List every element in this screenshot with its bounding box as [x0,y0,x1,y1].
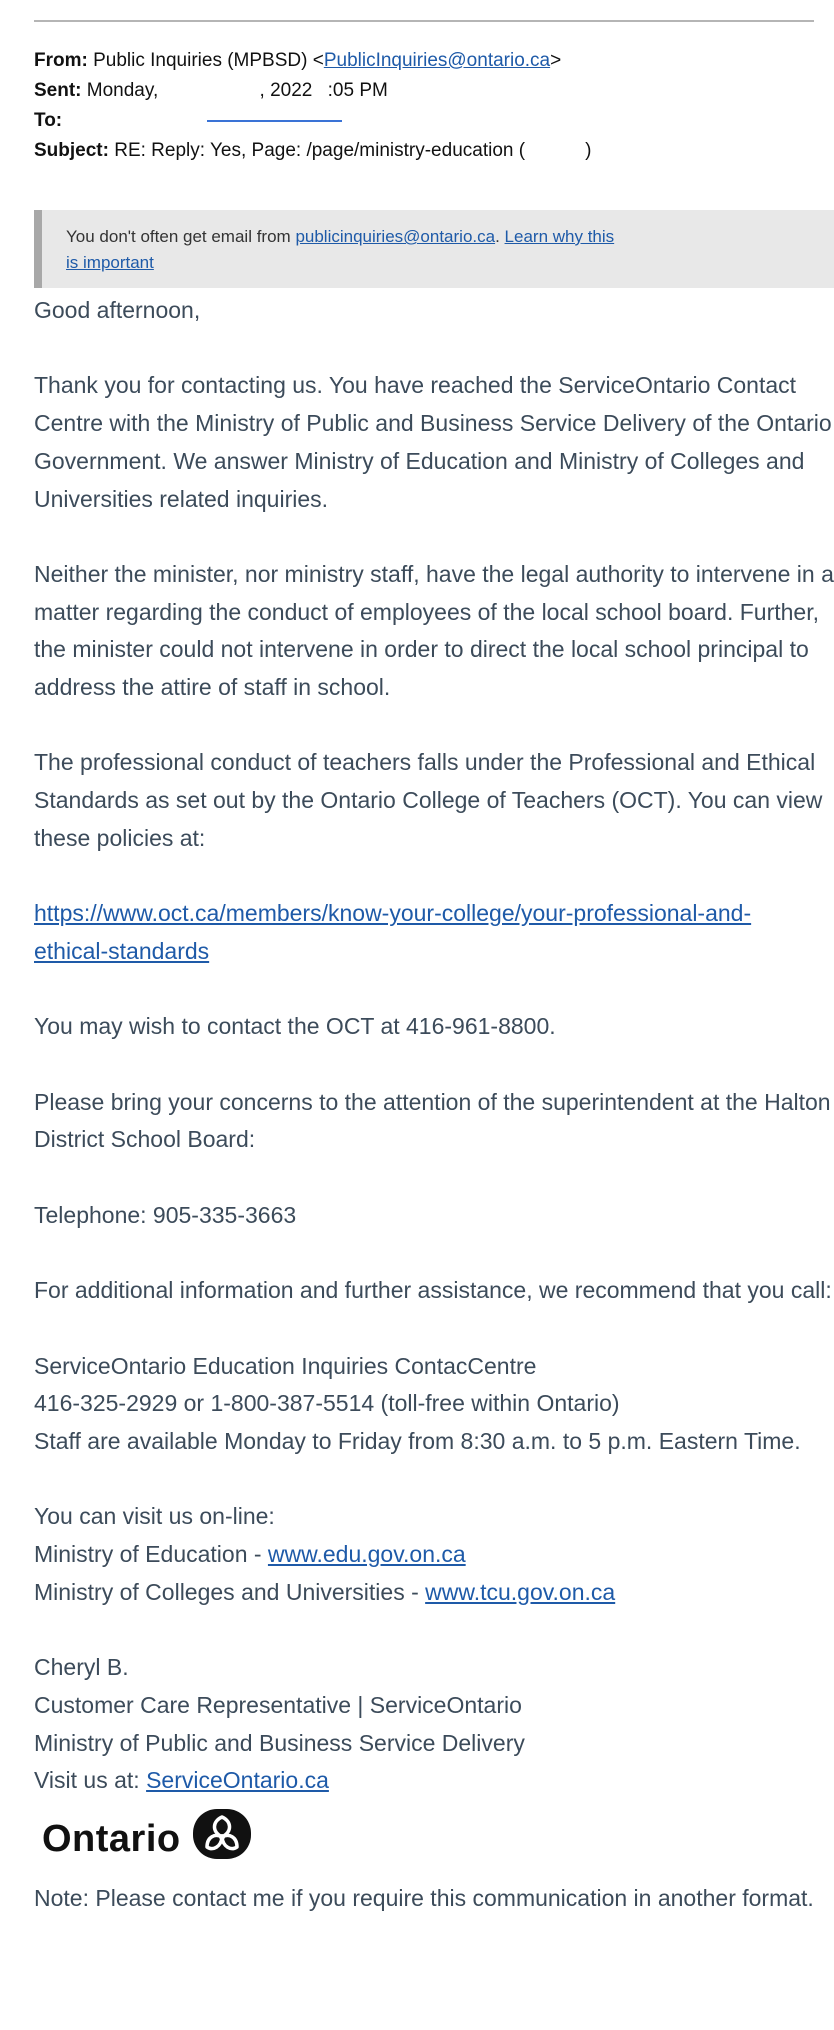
redacted-link [207,120,342,122]
warning-text: You don't often get email from [66,227,296,246]
paragraph-oct: The professional conduct of teachers falls under the Professional and Ethical Standards as set out by the Ontario College of Teachers (OCT). You can view these policies at: [34,749,823,851]
learn-why-link[interactable]: Learn why this [504,227,615,246]
redaction [525,141,585,161]
paragraph-assistance: For additional information and further assistance, we recommend that you call: [34,1277,832,1304]
signature-name: Cheryl B. [34,1654,129,1681]
signature-ministry: Ministry of Public and Business Service Delivery [34,1729,525,1756]
edu-link[interactable]: www.edu.gov.on.ca [267,1541,466,1568]
learn-why-link-cont[interactable]: is important [66,253,154,272]
ontario-logo [42,1800,834,1880]
paragraph-oct-phone: You may wish to contact the OCT at 416-961-8800. [34,1013,556,1040]
subject-row [34,136,824,166]
warning-email-link[interactable]: publicinquiries@ontario.ca [295,227,496,246]
from-name: Public Inquiries (MPBSD) < [93,50,324,71]
contact-centre-name: ServiceOntario Education Inquiries ContacCentre [34,1352,537,1379]
sent-value-b: , 2022 [259,80,318,101]
external-sender-warning [34,210,834,288]
edu-line [34,1536,834,1574]
email-header [34,46,824,166]
tcu-link[interactable]: www.tcu.gov.on.ca [425,1578,616,1605]
email-body [34,292,834,1918]
paragraph-intro: Thank you for contacting us. You have reached the ServiceOntario Contact Centre with the Ministry of Public and Business Service Delivery of the Ontario Government. We answer Ministry of Education and Ministry of Colleges and Universities related inquiries. [34,372,832,512]
sent-row [34,76,824,106]
paragraph-authority: Neither the minister, nor ministry staff, have the legal authority to intervene in a matter regarding the conduct of employees of the local school board. Further, the minister could not intervene in order to direct the local school principal to address the attire of staff in school. [34,560,834,700]
contact-centre-hours: Staff are available Monday to Friday from 8:30 a.m. to 5 p.m. Eastern Time. [34,1427,801,1454]
oct-standards-link-block [34,895,834,970]
telephone-line: Telephone: 905-335-3663 [34,1201,297,1228]
from-row [34,46,824,76]
greeting: Good afternoon, [34,297,201,323]
subject-value: RE: Reply: Yes, Page: /page/ministry-education ( [114,140,526,161]
oct-standards-link[interactable]: https://www.oct.ca/members/know-your-college/your-professional-and- [34,900,752,927]
subject-label: Subject: [34,140,109,161]
sent-label: Sent: [34,80,82,101]
tcu-line [34,1574,834,1612]
visit-line [34,1762,834,1800]
redaction [164,81,260,101]
paragraph-superintendent: Please bring your concerns to the attention of the superintendent at the Halton District School Board: [34,1088,831,1153]
subject-close: ) [585,140,592,161]
redaction [318,81,328,101]
format-note: Note: Please contact me if you require this communication in another format. [34,1884,814,1911]
sent-value-a: Monday, [86,80,164,101]
visit-label: Visit us at: [34,1767,147,1794]
contact-centre-phones: 416-325-2929 or 1-800-387-5514 (toll-free within Ontario) [34,1390,620,1417]
header-divider [34,20,814,22]
serviceontario-link[interactable]: ServiceOntario.ca [146,1767,329,1794]
oct-standards-link-cont[interactable]: ethical-standards [34,937,210,964]
from-label: From: [34,50,88,71]
sent-value-c: :05 PM [327,80,388,101]
ontario-trillium-icon [191,1807,253,1873]
to-row [34,106,824,136]
edu-label: Ministry of Education - [34,1541,268,1568]
ontario-logo-text: Ontario [42,1818,181,1861]
online-intro: You can visit us on-line: [34,1503,275,1530]
warning-text-after: . [495,227,505,246]
signature-title: Customer Care Representative | ServiceOntario [34,1691,522,1718]
from-close: > [550,50,562,71]
tcu-label: Ministry of Colleges and Universities - [34,1578,426,1605]
to-label: To: [34,110,63,131]
from-email-link[interactable]: PublicInquiries@ontario.ca [323,50,551,71]
redaction [67,111,207,131]
